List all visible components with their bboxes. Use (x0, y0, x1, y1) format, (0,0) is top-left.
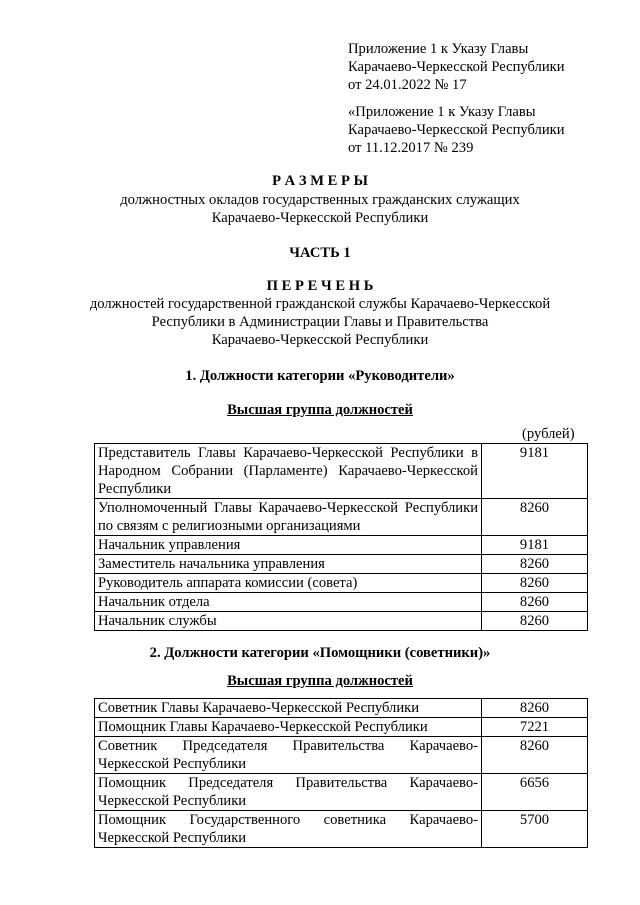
table-row (95, 499, 588, 536)
salary-value: 8260 (482, 699, 588, 718)
salary-value: 9181 (482, 444, 588, 499)
salary-value: 8260 (482, 593, 588, 612)
position-name: Помощник Главы Карачаево-Черкесской Республики (95, 718, 482, 737)
table-row (95, 536, 588, 555)
annex-previous-line2: Карачаево-Черкесской Республики (348, 122, 565, 138)
list-heading: П Е Р Е Ч Е Н Ь (266, 278, 374, 294)
position-name: Помощник Председателя Правительства Карачаево-Черкесской Республики (95, 774, 482, 811)
position-name: Начальник отдела (95, 593, 482, 612)
table-row (95, 593, 588, 612)
position-name: Представитель Главы Карачаево-Черкесской Республики в Народном Собрании (Парламенте) Карачаево-Черкесской Республики (95, 444, 482, 499)
annex-current-line3: от 24.01.2022 № 17 (348, 77, 467, 93)
section2-title: 2. Должности категории «Помощники (советники)» (149, 645, 491, 661)
annex-previous-line3: от 11.12.2017 № 239 (348, 140, 474, 156)
salary-value: 8260 (482, 574, 588, 593)
annex-current-line2: Карачаево-Черкесской Республики (348, 59, 565, 75)
salary-table-leaders (94, 443, 588, 631)
table-row (95, 612, 588, 631)
salary-value: 8260 (482, 612, 588, 631)
table-row (95, 555, 588, 574)
document-subtitle-line2: Карачаево-Черкесской Республики (211, 210, 429, 226)
salary-value: 8260 (482, 737, 588, 774)
currency-unit: (рублей) (522, 426, 575, 442)
annex-previous-line1: «Приложение 1 к Указу Главы (348, 104, 536, 120)
table-row (95, 444, 588, 499)
position-name: Уполномоченный Главы Карачаево-Черкесской Республики по связям с религиозными организациями (95, 499, 482, 536)
position-name: Руководитель аппарата комиссии (совета) (95, 574, 482, 593)
part-heading: ЧАСТЬ 1 (289, 245, 351, 261)
salary-table-assistants (94, 698, 588, 848)
table-row (95, 774, 588, 811)
position-name: Помощник Государственного советника Карачаево-Черкесской Республики (95, 811, 482, 848)
document-title: Р А З М Е Р Ы (272, 173, 368, 189)
section2-group: Высшая группа должностей (227, 673, 413, 689)
annex-current-line1: Приложение 1 к Указу Главы (348, 41, 529, 57)
table-row (95, 699, 588, 718)
salary-value: 8260 (482, 499, 588, 536)
position-name: Советник Главы Карачаево-Черкесской Республики (95, 699, 482, 718)
position-name: Начальник службы (95, 612, 482, 631)
list-subtitle-line1: должностей государственной гражданской службы Карачаево-Черкесской (89, 296, 551, 312)
list-subtitle-line3: Карачаево-Черкесской Республики (211, 332, 429, 348)
table-row (95, 718, 588, 737)
document-subtitle-line1: должностных окладов государственных гражданских служащих (120, 192, 520, 208)
salary-value: 7221 (482, 718, 588, 737)
salary-value: 6656 (482, 774, 588, 811)
table-row (95, 737, 588, 774)
position-name: Начальник управления (95, 536, 482, 555)
table-row (95, 574, 588, 593)
section1-title: 1. Должности категории «Руководители» (185, 368, 455, 384)
position-name: Советник Председателя Правительства Карачаево-Черкесской Республики (95, 737, 482, 774)
table-row (95, 811, 588, 848)
salary-value: 5700 (482, 811, 588, 848)
section1-group: Высшая группа должностей (227, 402, 413, 418)
salary-value: 8260 (482, 555, 588, 574)
position-name: Заместитель начальника управления (95, 555, 482, 574)
list-subtitle-line2: Республики в Администрации Главы и Правительства (151, 314, 489, 330)
salary-value: 9181 (482, 536, 588, 555)
